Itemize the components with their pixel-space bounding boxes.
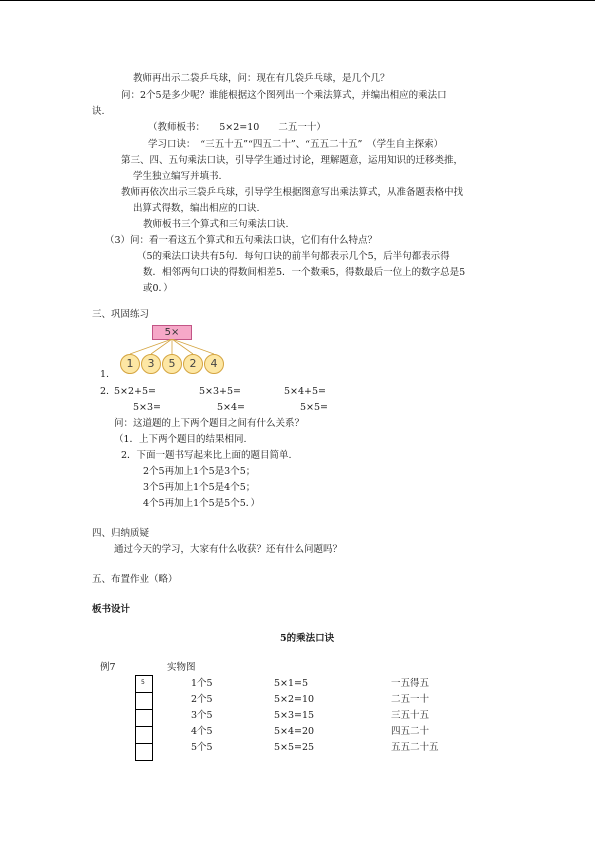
paragraph-line: 教师再出示二袋乒乓球，问：现在有几袋乒乓球，是几个几？ bbox=[133, 73, 390, 84]
paragraph-line: 教师板书三个算式和三句乘法口诀. bbox=[143, 219, 289, 230]
board-title: 5的乘法口诀 bbox=[280, 633, 335, 644]
section-heading: 五、布置作业（略） bbox=[92, 574, 178, 585]
paragraph-line: 教师再依次出示三袋乒乓球，引导学生根据图意写出乘法算式，从准备题表格中找 bbox=[121, 187, 464, 198]
paragraph-line: 学习口诀： “三五十五”“四五二十”、“五五二十五” （学生自主探索） bbox=[148, 139, 444, 150]
multiplier-box: 5× bbox=[152, 325, 192, 340]
top-rule bbox=[0, 0, 595, 1]
section-heading: 四、归纳质疑 bbox=[92, 528, 150, 539]
ball-bag-cell bbox=[135, 726, 153, 744]
ball-bag-cell bbox=[135, 709, 153, 727]
answer-text: 3个5再加上1个5是4个5； bbox=[143, 482, 256, 493]
number-circle: 4 bbox=[204, 354, 224, 374]
board-group: 2个5 bbox=[191, 694, 213, 705]
answer-text: （1．上下两个题目的结果相同. bbox=[114, 434, 247, 445]
board-group: 1个5 bbox=[191, 678, 213, 689]
exercise-number: 1. bbox=[100, 369, 110, 380]
number-circle: 2 bbox=[183, 354, 203, 374]
board-rhyme: 五五二十五 bbox=[391, 742, 439, 753]
equation: 5×2+5= bbox=[114, 386, 157, 397]
answer-text: 2．下面一题书写起来比上面的题目简单. bbox=[121, 450, 292, 461]
paragraph-line: 问：2个5是多少呢？谁能根据这个图列出一个乘法算式，并编出相应的乘法口 bbox=[121, 90, 447, 101]
number-circle: 5 bbox=[162, 354, 182, 374]
board-group: 4个5 bbox=[191, 726, 213, 737]
exercise-number: 2. bbox=[100, 386, 110, 397]
question-text: 问：这道题的上下两个题目之间有什么关系？ bbox=[114, 418, 305, 429]
wheel-connector-lines bbox=[110, 339, 230, 355]
board-group: 5个5 bbox=[191, 742, 213, 753]
board-heading: 板书设计 bbox=[92, 604, 131, 615]
example-label: 例7 bbox=[100, 662, 116, 673]
paragraph-line: 学生独立编写并填书. bbox=[133, 171, 222, 182]
paragraph-line: 或0．） bbox=[143, 283, 173, 294]
paragraph-line: 数．相邻两句口诀的得数间相差5．一个数乘5，得数最后一位上的数字总是5 bbox=[143, 267, 466, 278]
board-equation: 5×3=15 bbox=[274, 710, 315, 721]
ball-bag-cell: 5 bbox=[135, 675, 153, 693]
board-rhyme: 三五十五 bbox=[391, 710, 430, 721]
equation: 5×5= bbox=[300, 402, 329, 413]
paragraph-line: 出算式得数，编出相应的口诀. bbox=[133, 203, 260, 214]
board-rhyme: 四五二十 bbox=[391, 726, 430, 737]
board-group: 3个5 bbox=[191, 710, 213, 721]
ball-bag-cell bbox=[135, 743, 153, 761]
number-circle: 3 bbox=[141, 354, 161, 374]
board-rhyme: 二五一十 bbox=[391, 694, 430, 705]
paragraph-line: 第三、四、五句乘法口诀，引导学生通过讨论，理解题意，运用知识的迁移类推， bbox=[121, 155, 464, 166]
equation: 5×4+5= bbox=[284, 386, 327, 397]
ball-bag-cell bbox=[135, 692, 153, 710]
board-equation: 5×4=20 bbox=[274, 726, 315, 737]
answer-text: 4个5再加上1个5是5个5．） bbox=[143, 498, 261, 509]
board-equation: 5×5=25 bbox=[274, 742, 315, 753]
paragraph-line: （5的乘法口诀共有5句．每句口诀的前半句都表示几个5，后半句都表示得 bbox=[137, 251, 450, 262]
board-rhyme: 一五得五 bbox=[391, 678, 430, 689]
number-circle: 1 bbox=[120, 354, 140, 374]
board-equation: 5×2=10 bbox=[274, 694, 315, 705]
paragraph-line: 诀. bbox=[92, 106, 105, 117]
equation: 5×3+5= bbox=[199, 386, 242, 397]
paragraph-line: （教师板书： 5×2=10 二五一十） bbox=[148, 122, 326, 133]
equation: 5×3= bbox=[133, 402, 162, 413]
answer-text: 2个5再加上1个5是3个5； bbox=[143, 466, 256, 477]
board-equation: 5×1=5 bbox=[274, 678, 309, 689]
figure-label: 实物图 bbox=[167, 662, 196, 673]
paragraph-line: 通过今天的学习，大家有什么收获？还有什么问题吗？ bbox=[114, 544, 343, 555]
equation: 5×4= bbox=[217, 402, 246, 413]
paragraph-line: （3）问：看一看这五个算式和五句乘法口诀，它们有什么特点？ bbox=[105, 235, 378, 246]
section-heading: 三、巩固练习 bbox=[92, 309, 150, 320]
